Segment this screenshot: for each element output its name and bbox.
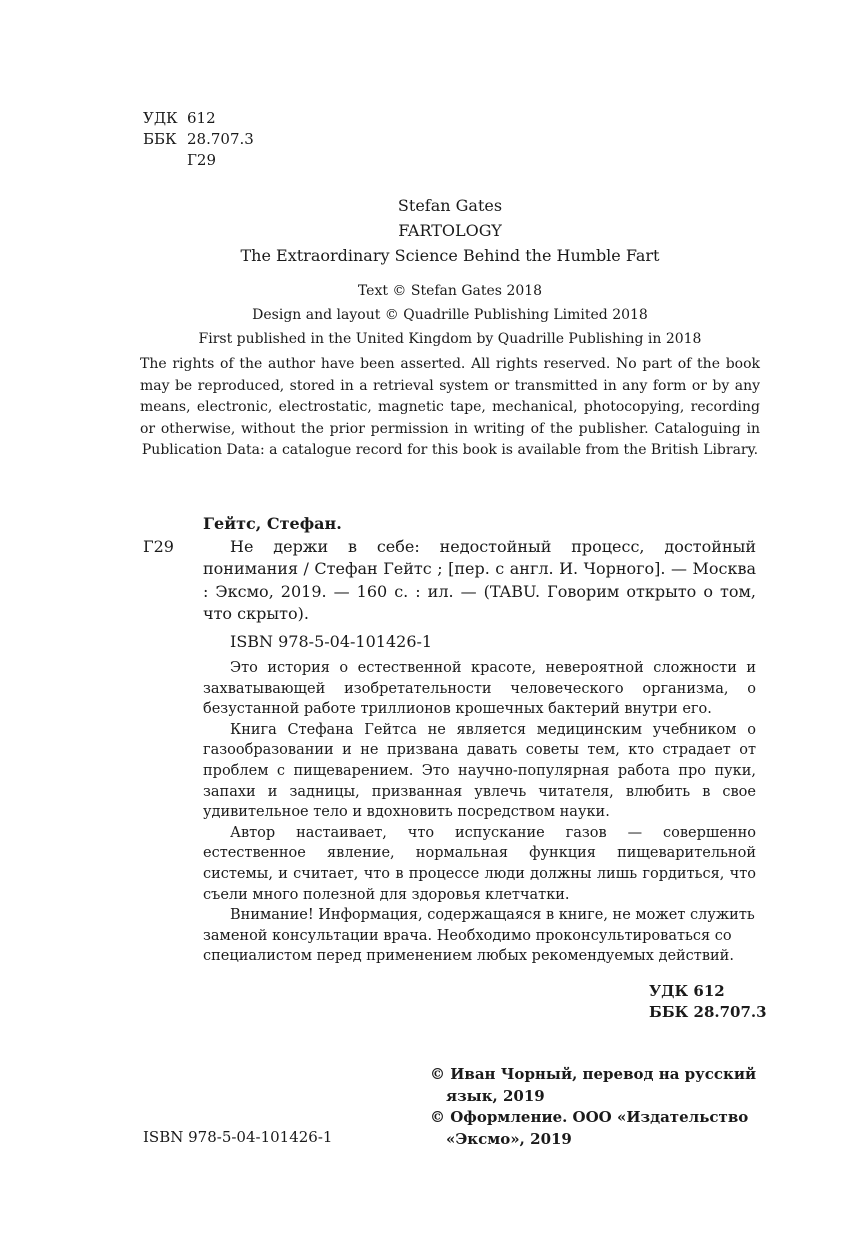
design-copyright-ru: © Оформление. ООО «Издательство «Эксмо», 2019 — [430, 1108, 749, 1148]
bib-isbn: ISBN 978-5-04-101426-1 — [230, 631, 433, 651]
annotation-paragraph: Внимание! Информация, содержащаяся в книге, не может служить заменой консультации врача. Необходимо проконсультироваться со специалистом перед применением любых рекомендуемых действий. — [203, 907, 755, 965]
annotation-paragraph: Автор настаивает, что испускание газов — совершенно естественное явление, нормальная функция пищеварительной системы, и считает, что в процессе люди должны лишь гордиться, что съели много полезной для здоровья клетчатки. — [203, 824, 756, 903]
annotation-paragraph: Книга Стефана Гейтса не является медицинским учебником о газообразовании и не призвана давать советы тем, кто страдает от проблем с пищеварением. Это научно-популярная работа про пуки, запахи и задницы, призванная увлечь читателя, влюбить в свое удивительное тело и вдохновить посредством науки. — [203, 721, 756, 821]
original-title: FARTOLOGY — [398, 221, 502, 240]
bib-author-sign: Г29 — [143, 537, 174, 556]
author-sign-line — [143, 150, 254, 171]
classification-block — [143, 108, 254, 171]
udk-line — [143, 108, 254, 129]
bbk-label: ББК — [143, 130, 177, 148]
original-subtitle: The Extraordinary Science Behind the Humble Fart — [240, 246, 660, 265]
udk-value: 612 — [187, 109, 216, 127]
original-edition — [140, 193, 760, 268]
first-published: First published in the United Kingdom by Quadrille Publishing in 2018 — [198, 331, 702, 347]
annotation-paragraph: Это история о естественной красоте, невероятной сложности и захватывающей изобретательности человеческого организма, о безустанной работе триллионов крошечных бактерий внутри его. — [203, 660, 756, 718]
right-udk: УДК 612 — [649, 982, 725, 1000]
right-bbk: ББК 28.707.3 — [649, 1003, 767, 1021]
bib-author: Гейтс, Стефан. — [203, 514, 342, 533]
bibliographic-record — [203, 513, 756, 653]
isbn-bottom: ISBN 978-5-04-101426-1 — [143, 1128, 333, 1146]
annotation — [203, 658, 756, 967]
udk-label: УДК — [143, 109, 178, 127]
author-sign: Г29 — [187, 151, 217, 169]
right-codes — [649, 981, 767, 1023]
bbk-value: 28.707.3 — [187, 130, 254, 148]
bbk-line — [143, 129, 254, 150]
russian-copyrights — [430, 1064, 760, 1150]
text-copyright: Text © Stefan Gates 2018 — [357, 283, 543, 299]
rights-statement: The rights of the author have been asserted. All rights reserved. No part of the book may be reproduced, stored in a retrieval system or transmitted in any form or by any means, electronic, electrostatic, magnetic tape, mechanical, photocopying, recording or otherwise, without the prior permission in writing of the publisher. Cataloguing in Publication Data: a catalogue record for this book is available from the British Library. — [140, 356, 760, 458]
bib-description: Не держи в себе: недостойный процесс, достойный понимания / Стефан Гейтс ; [пер. с англ. И. Чорного]. — Москва : Эксмо, 2019. — 160 с. : ил. — (TABU. Говорим открыто о том, что скрыто). — [203, 536, 756, 623]
original-copyrights — [140, 279, 760, 351]
design-copyright: Design and layout © Quadrille Publishing Limited 2018 — [252, 307, 648, 323]
translation-copyright: © Иван Чорный, перевод на русский язык, 2019 — [430, 1065, 757, 1105]
original-author: Stefan Gates — [397, 196, 503, 215]
